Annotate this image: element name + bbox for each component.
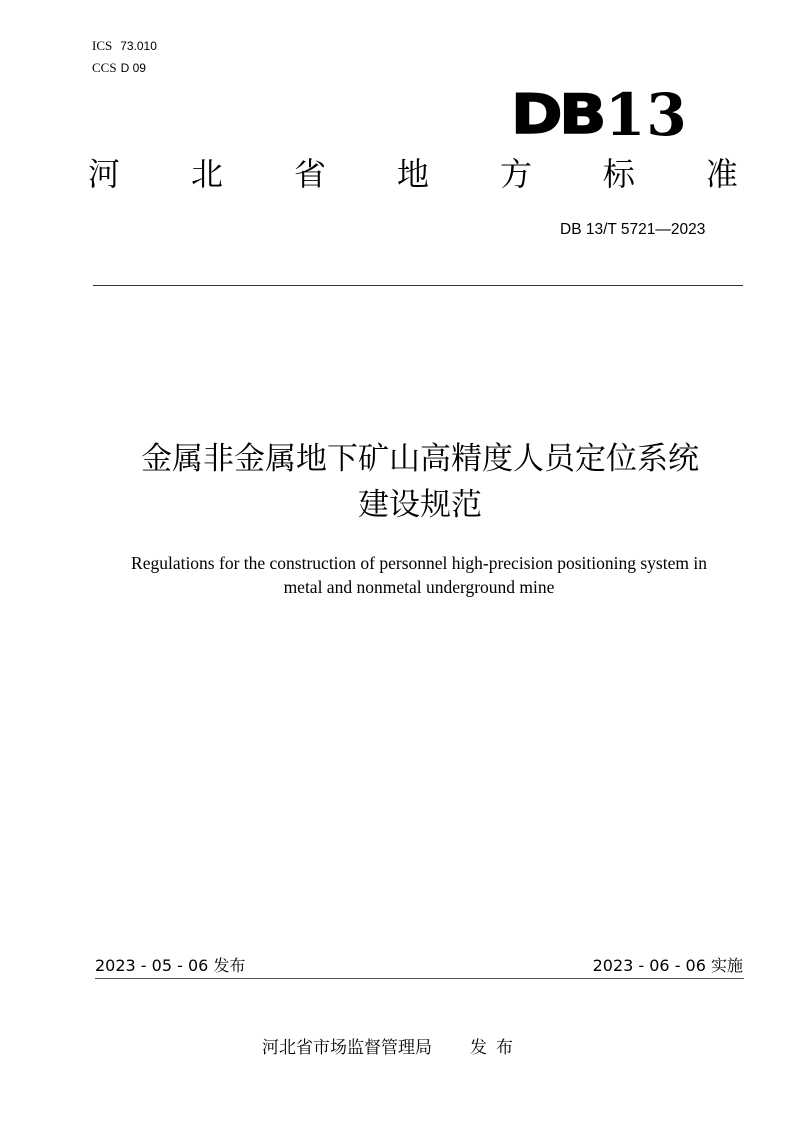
chinese-title: [0, 436, 800, 528]
standard-type-heading: [88, 154, 738, 194]
heading-char: 地: [396, 155, 429, 193]
heading-char: 标: [602, 155, 635, 193]
db-letters: DB: [511, 83, 603, 146]
publish-label: 发布: [470, 1038, 522, 1058]
heading-char: 方: [499, 155, 532, 193]
ics-label: ICS: [92, 38, 113, 53]
ccs-value: D 09: [120, 61, 146, 75]
chinese-title-line-1: 金属非金属地下矿山高精度人员定位系统: [141, 441, 699, 477]
standard-number: DB 13/T 5721—2023: [560, 221, 706, 238]
issuing-authority: 河北省市场监督管理局: [262, 1038, 432, 1058]
province-code: 13: [604, 81, 688, 149]
ics-value: 73.010: [120, 39, 157, 53]
publisher-line: [262, 1037, 522, 1059]
heading-char: 省: [293, 155, 326, 193]
ics-code: [92, 38, 157, 54]
english-title: [0, 551, 800, 599]
english-title-line-2: metal and nonmetal underground mine: [283, 577, 555, 597]
footer-divider: [95, 978, 744, 979]
db13-logo: [511, 81, 688, 149]
english-title-line-1: Regulations for the construction of personnel high-precision positioning system in: [131, 553, 707, 573]
implementation-date: 2023 - 06 - 06 实施: [592, 956, 743, 975]
chinese-title-line-2: 建设规范: [358, 487, 482, 523]
issue-date: 2023 - 05 - 06 发布: [95, 956, 246, 975]
heading-char: 准: [705, 155, 738, 193]
heading-char: 河: [88, 155, 121, 193]
ccs-label: CCS: [92, 60, 117, 75]
header-divider: [93, 285, 743, 286]
heading-char: 北: [190, 155, 223, 193]
ccs-code: [92, 60, 146, 76]
